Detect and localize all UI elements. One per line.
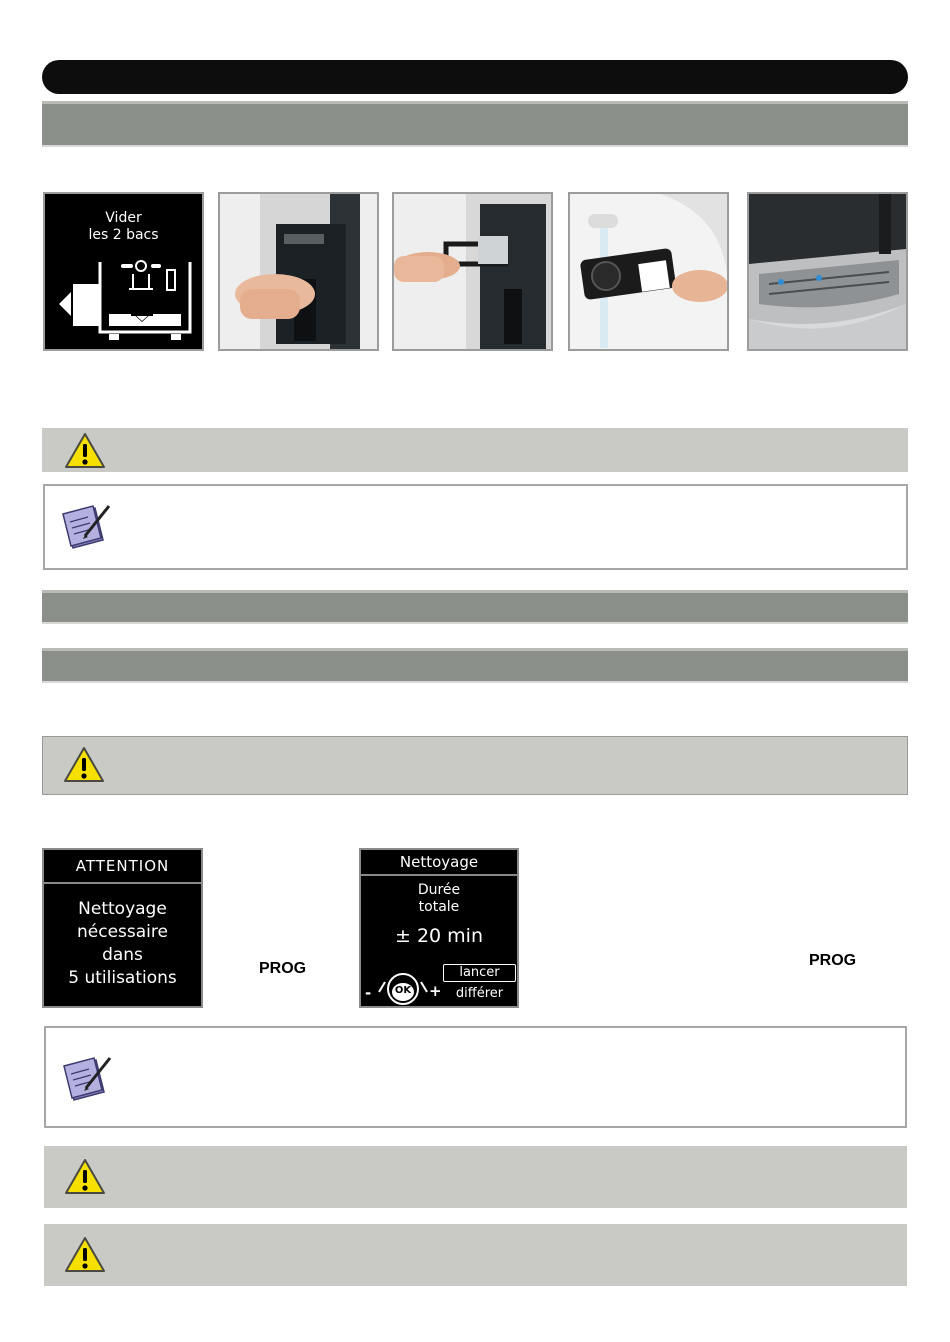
screen-header: Nettoyage (361, 850, 517, 876)
delay-option: différer (455, 986, 504, 1001)
warning-box (44, 1146, 907, 1208)
machine-trays-icon (45, 194, 202, 349)
section-heading-bar (42, 590, 908, 624)
photo-illustration (220, 194, 377, 349)
photo-illustration (394, 194, 551, 349)
photo-remove-tray (218, 192, 379, 351)
screen-text-line: Nettoyage (78, 899, 167, 919)
photo-illustration (570, 194, 727, 349)
dial-ok-label: OK (394, 985, 412, 996)
note-pencil-icon (62, 1054, 116, 1104)
duration-value: ± 20 min (394, 925, 483, 947)
note-pencil-icon (61, 502, 115, 552)
warning-triangle-icon (63, 746, 105, 784)
section-heading-bar (42, 648, 908, 683)
warning-triangle-icon (64, 1158, 106, 1196)
photo-drip-tray (747, 192, 908, 351)
note-box (44, 1026, 907, 1128)
warning-box (42, 736, 908, 795)
section-heading-bar (42, 101, 908, 147)
screen-text-line: nécessaire (77, 922, 168, 942)
warning-triangle-icon (64, 432, 106, 470)
page-header-bar (42, 60, 908, 94)
note-box (43, 484, 908, 570)
display-cleaning-screen (359, 848, 519, 1008)
screen-text-line: Durée (417, 882, 461, 898)
display-attention-screen (42, 848, 203, 1008)
ok-dial (365, 970, 445, 1006)
photo-rinse-part (568, 192, 729, 351)
prog-button-label: PROG (809, 952, 857, 969)
warning-box (42, 428, 908, 472)
screen-text-line: dans (102, 945, 143, 965)
screen-text-line: 5 utilisations (68, 968, 177, 988)
photo-illustration (749, 194, 906, 349)
photo-pull-part (392, 192, 553, 351)
prog-button-label: PROG (259, 960, 307, 977)
screen-text-line: Vider (105, 210, 142, 226)
warning-box (44, 1224, 907, 1286)
screen-text-line: totale (418, 899, 460, 915)
launch-option: lancer (443, 964, 516, 982)
screen-text-line: les 2 bacs (88, 227, 159, 243)
display-empty-trays-screen (43, 192, 204, 351)
screen-header: ATTENTION (44, 850, 201, 884)
dial-plus-label: + (429, 982, 442, 1000)
dial-minus-label: - (365, 984, 372, 1002)
warning-triangle-icon (64, 1236, 106, 1274)
